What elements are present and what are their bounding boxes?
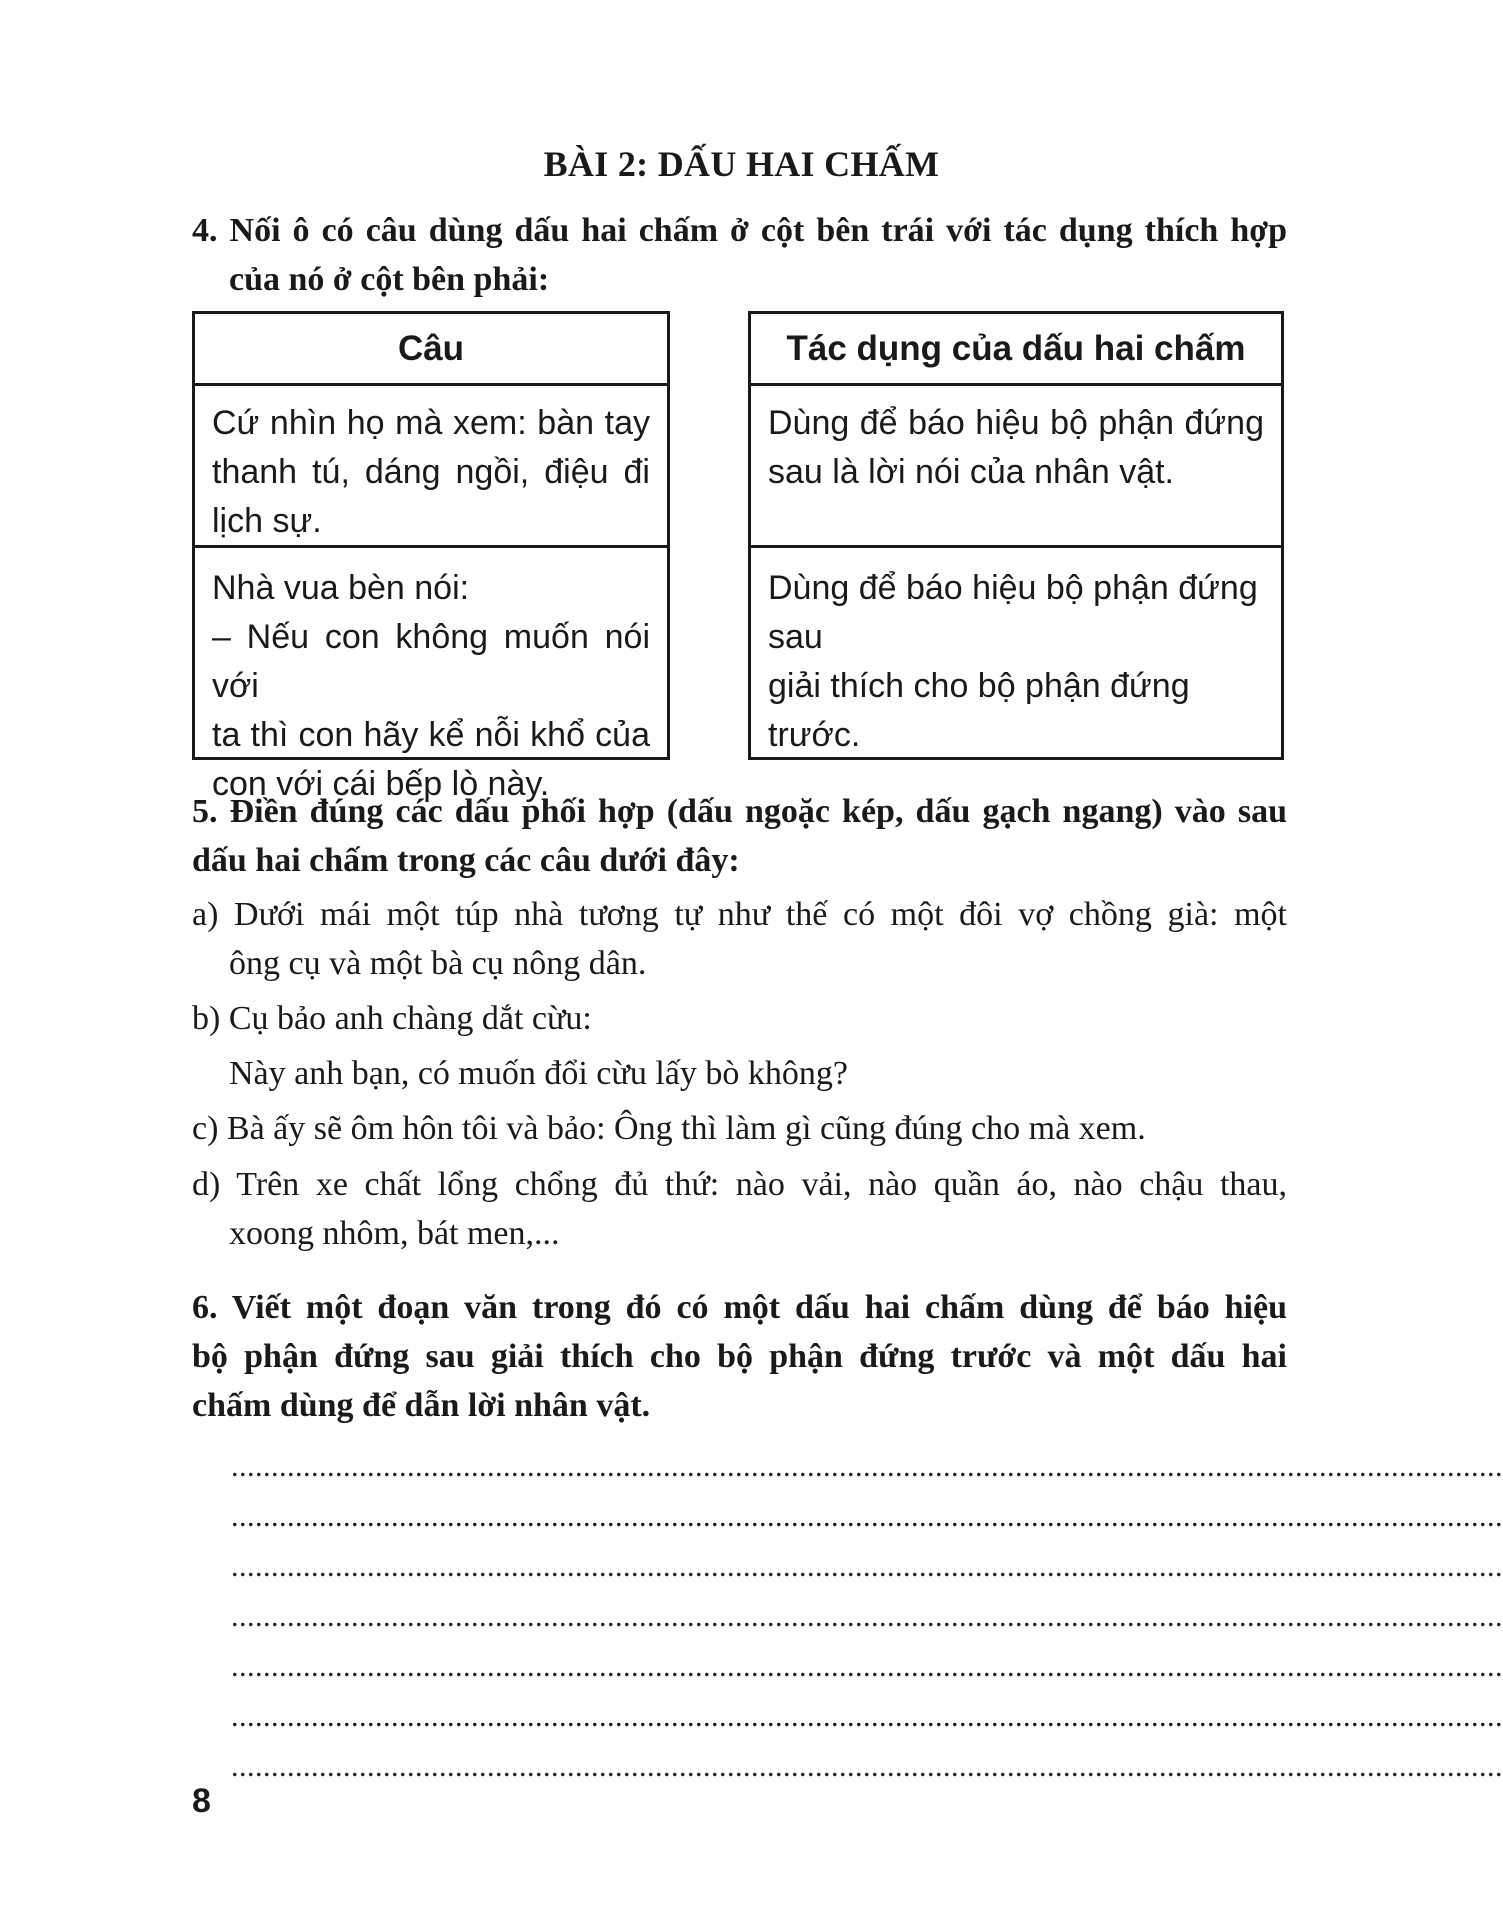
sentence-cell-2[interactable]	[195, 564, 667, 809]
item-d-line-2: xoong nhôm, bát men,...	[229, 1215, 560, 1252]
sentence-cell-2-line-1: Nhà vua bèn nói:	[212, 569, 470, 607]
lesson-title: BÀI 2: DẤU HAI CHẤM	[543, 144, 940, 184]
question-5	[192, 787, 1287, 885]
question-5-item-c	[192, 1104, 1287, 1153]
purpose-cell-2-line-1: Dùng để báo hiệu bộ phận đứng sau	[768, 569, 1258, 656]
question-4-line-1: 4. Nối ô có câu dùng dấu hai chấm ở cột bên trái với tác dụng thích hợp	[192, 212, 1287, 249]
sentence-cell-1-line-2: thanh tú, dáng ngồi, điệu đi	[212, 453, 650, 491]
answer-line-7[interactable]: ...............................................................................................................................................................	[231, 1750, 1503, 1783]
question-5-item-a	[192, 890, 1287, 988]
item-a-line-1: a) Dưới mái một túp nhà tương tự như thế có một đôi vợ chồng già: một	[192, 896, 1287, 933]
purpose-column-header: Tác dụng của dấu hai chấm	[751, 314, 1281, 386]
question-5-item-b	[192, 994, 1287, 1098]
purpose-cell-2-line-2: giải thích cho bộ phận đứng trước.	[768, 667, 1190, 754]
item-b-line-2: Này anh bạn, có muốn đổi cừu lấy bò không?	[229, 1055, 848, 1092]
sentence-column-box	[192, 311, 670, 803]
sentence-cell-2-line-2: – Nếu con không muốn nói với	[212, 618, 650, 705]
purpose-cell-1-line-2: sau là lời nói của nhân vật.	[768, 453, 1174, 491]
answer-line-4[interactable]: ...............................................................................................................................................................	[231, 1600, 1503, 1633]
question-4-line-2: của nó ở cột bên phải:	[229, 261, 550, 298]
question-6-line-3: chấm dùng để dẫn lời nhân vật.	[192, 1387, 651, 1424]
sentence-cell-1[interactable]	[195, 399, 667, 546]
purpose-cell-1[interactable]	[751, 399, 1281, 497]
purpose-cell-divider	[751, 545, 1281, 548]
question-6	[192, 1283, 1287, 1430]
page-number: 8	[192, 1782, 211, 1820]
sentence-cell-2-line-4: con với cái bếp lò này.	[212, 765, 550, 803]
sentence-cell-divider	[195, 545, 667, 548]
sentence-column-header: Câu	[195, 314, 667, 386]
answer-line-2[interactable]: ...............................................................................................................................................................	[231, 1500, 1503, 1533]
question-6-line-1: 6. Viết một đoạn văn trong đó có một dấu hai chấm dùng để báo hiệu	[192, 1289, 1287, 1326]
purpose-column-box	[748, 311, 1284, 760]
answer-line-3[interactable]: ...............................................................................................................................................................	[231, 1550, 1503, 1583]
item-b-line-1: b) Cụ bảo anh chàng dắt cừu:	[192, 1000, 592, 1037]
sentence-cell-2-line-3: ta thì con hãy kể nỗi khổ của	[212, 716, 650, 754]
question-5-line-1: 5. Điền đúng các dấu phối hợp (dấu ngoặc kép, dấu gạch ngang) vào sau	[192, 793, 1287, 830]
item-c-line-1: c) Bà ấy sẽ ôm hôn tôi và bảo: Ông thì làm gì cũng đúng cho mà xem.	[192, 1110, 1146, 1147]
sentence-cell-1-line-1: Cứ nhìn họ mà xem: bàn tay	[212, 404, 650, 442]
answer-line-5[interactable]: ...............................................................................................................................................................	[231, 1650, 1503, 1683]
question-5-item-d	[192, 1160, 1287, 1258]
question-5-line-2: dấu hai chấm trong các câu dưới đây:	[192, 842, 740, 879]
answer-line-1[interactable]: ...............................................................................................................................................................	[231, 1450, 1503, 1483]
purpose-cell-1-line-1: Dùng để báo hiệu bộ phận đứng	[768, 404, 1264, 442]
item-a-line-2: ông cụ và một bà cụ nông dân.	[229, 945, 647, 982]
answer-line-6[interactable]: ...............................................................................................................................................................	[231, 1700, 1503, 1733]
sentence-cell-1-line-3: lịch sự.	[212, 502, 322, 540]
question-4	[192, 206, 1287, 304]
question-6-line-2: bộ phận đứng sau giải thích cho bộ phận đứng trước và một dấu hai	[192, 1338, 1287, 1375]
item-d-line-1: d) Trên xe chất lổng chổng đủ thứ: nào vải, nào quần áo, nào chậu thau,	[192, 1166, 1287, 1203]
purpose-cell-2[interactable]	[751, 564, 1281, 760]
